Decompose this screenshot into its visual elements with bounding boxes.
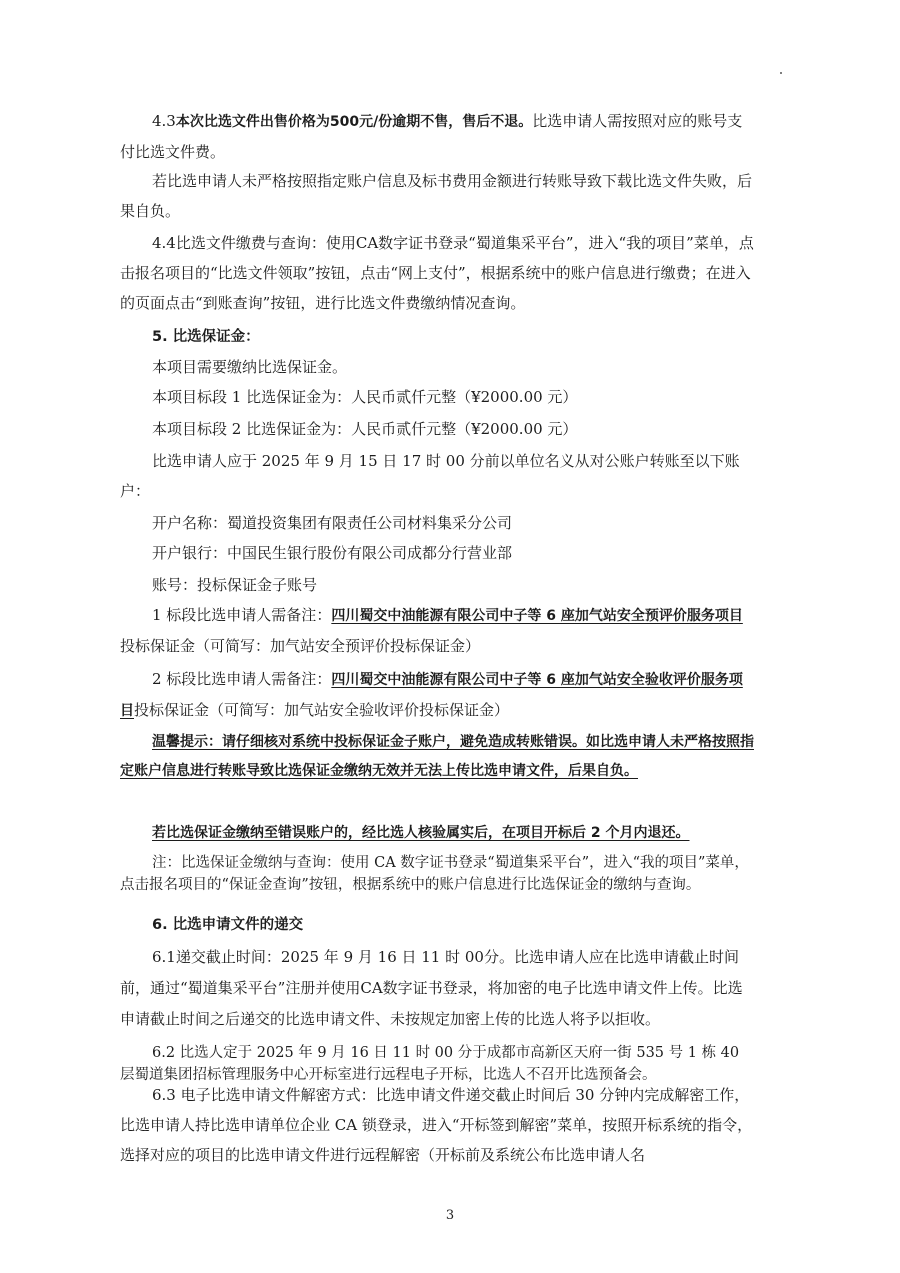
paragraph-6-3: 6.3 电子比选申请文件解密方式：比选申请文件递交截止时间后 30 分钟内完成解密工作，比选申请人持比选申请单位企业 CA 锁登录，进入“开标签到解密”菜单，按照开标系统的指令，选择对应的项目的比选申请文件进行远程解密（开标前及系统公布比选申请人名 <box>120 1086 753 1164</box>
clause-number: 4.3 <box>152 112 176 130</box>
deposit-deadline: 比选申请人应于 2025 年 9 月 15 日 17 时 00 分前以单位名义从对公账户转账至以下账户： <box>120 452 740 500</box>
warm-reminder: 温馨提示：请仔细核对系统中投标保证金子账户，避免造成转账错误。如比选申请人未严格按照指定账户信息进行转账导致比选保证金缴纳无效并无法上传比选申请文件，后果自负。 <box>120 734 754 779</box>
section-5-title: 5. 比选保证金： <box>152 329 260 345</box>
lot-2-remark-label: 2 标段比选申请人需备注： <box>152 670 332 688</box>
deposit-query-note: 注：比选保证金缴纳与查询：使用 CA 数字证书登录“蜀道集采平台”，进入“我的项目”菜单，点击报名项目的“保证金查询”按钮，根据系统中的账户信息进行比选保证金的缴纳与查询。 <box>120 855 749 893</box>
scan-speck <box>780 72 782 74</box>
deposit-lot-2: 本项目标段 2 比选保证金为：人民币贰仟元整（¥2000.00 元） <box>152 420 578 438</box>
account-bank: 开户银行：中国民生银行股份有限公司成都分行营业部 <box>152 544 513 562</box>
paragraph-4-3-note: 若比选申请人未严格按照指定账户信息及标书费用金额进行转账导致下载比选文件失败，后果自负。 <box>120 172 753 220</box>
lot-1-remark <box>120 600 755 661</box>
lot-1-remark-suffix: 投标保证金（可简写：加气站安全预评价投标保证金） <box>120 637 481 655</box>
price-notice-rest: 比选申请人需按照对应的账号支付比选文件费。 <box>120 112 743 161</box>
lot-1-project-name: 四川蜀交中油能源有限公司中子等 6 座加气站安全预评价服务项目 <box>331 608 743 624</box>
lot-2-remark <box>120 664 755 726</box>
paragraph-6-2: 6.2 比选人定于 2025 年 9 月 16 日 11 时 00 分于成都市高新区天府一街 535 号 1 栋 40 层蜀道集团招标管理服务中心开标室进行远程电子开标，比选人不召开比选预备会。 <box>120 1045 740 1083</box>
account-number: 账号：投标保证金子账号 <box>152 576 318 594</box>
account-name: 开户名称：蜀道投资集团有限责任公司材料集采分公司 <box>152 514 513 532</box>
paragraph-6-1: 6.1递交截止时间：2025 年 9 月 16 日 11 时 00分。比选申请人应在比选申请截止时间前，通过“蜀道集采平台”注册并使用CA数字证书登录，将加密的电子比选申请文件上传。比选申请截止时间之后递交的比选申请文件、未按规定加密上传的比选人将予以拒收。 <box>120 948 743 1028</box>
price-notice-bold: 本次比选文件出售价格为500元/份逾期不售，售后不退。 <box>175 114 533 130</box>
paragraph-4-3 <box>120 106 755 167</box>
refund-notice: 若比选保证金缴纳至错误账户的，经比选人核验属实后，在项目开标后 2 个月内退还。 <box>152 825 690 841</box>
lot-2-project-name: 四川蜀交中油能源有限公司中子等 6 座加气站安全验收评价服务项目 <box>120 672 743 719</box>
lot-1-remark-label: 1 标段比选申请人需备注： <box>152 606 332 624</box>
deposit-lot-1: 本项目标段 1 比选保证金为：人民币贰仟元整（¥2000.00 元） <box>152 388 578 406</box>
paragraph-4-4: 4.4比选文件缴费与查询：使用CA数字证书登录“蜀道集采平台”，进入“我的项目”菜单，点击报名项目的“比选文件领取”按钮，点击“网上支付”，根据系统中的账户信息进行缴费；在进入的页面点击“到账查询”按钮，进行比选文件费缴纳情况查询。 <box>120 234 754 312</box>
lot-2-remark-suffix: 投标保证金（可简写：加气站安全验收评价投标保证金） <box>134 701 510 719</box>
deposit-required: 本项目需要缴纳比选保证金。 <box>152 358 348 376</box>
page-number: 3 <box>445 1208 455 1223</box>
section-6-title: 6. 比选申请文件的递交 <box>152 917 304 933</box>
